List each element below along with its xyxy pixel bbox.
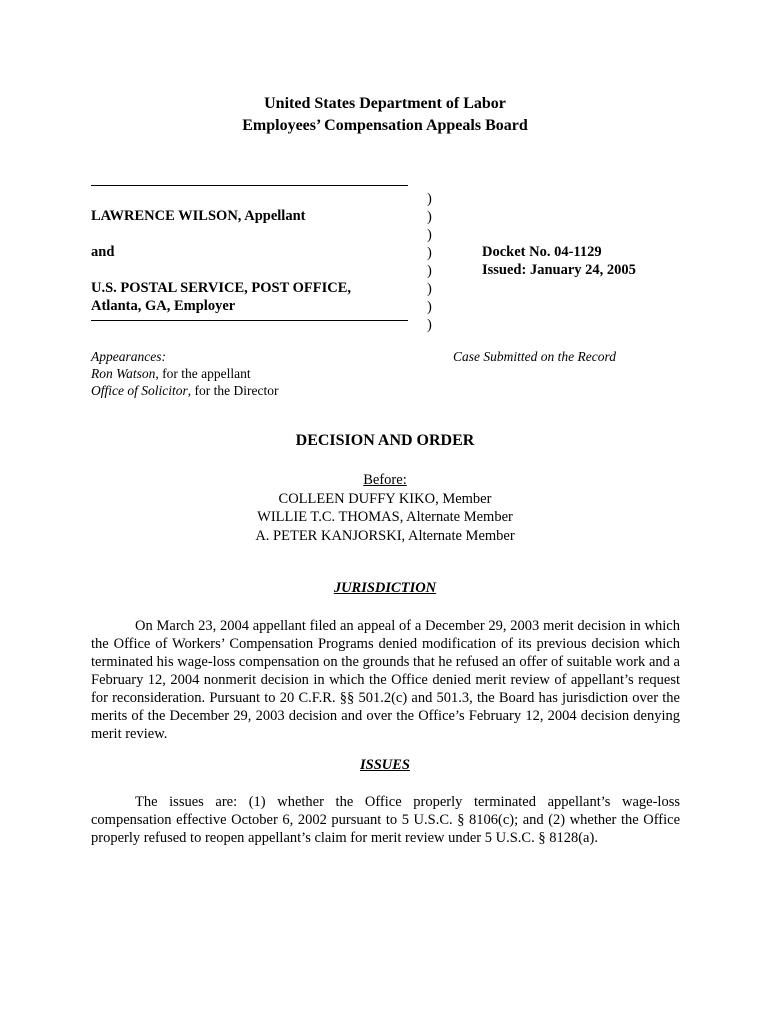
paren: ) bbox=[427, 245, 432, 261]
appellant-rep-role: , for the appellant bbox=[155, 366, 251, 381]
caption-parentheses bbox=[427, 190, 432, 334]
appearances-block bbox=[91, 348, 278, 399]
panel-member: A. PETER KANJORSKI, Alternate Member bbox=[255, 527, 515, 544]
paren: ) bbox=[427, 263, 432, 279]
caption-and: and bbox=[91, 244, 115, 260]
caption-top-rule bbox=[91, 185, 408, 186]
director-rep-name: Office of Solicitor bbox=[91, 383, 188, 398]
director-representative bbox=[91, 382, 278, 399]
agency-name: United States Department of Labor bbox=[264, 95, 506, 112]
case-caption bbox=[91, 185, 408, 321]
issues-paragraph: The issues are: (1) whether the Office properly terminated appellant’s wage-loss compensation effective October 6, 2002 pursuant to 5 U.S.C. § 8106(c); and (2) whether the Office properly refused to reopen appellant’s claim for merit review under 5 U.S.C. § 8128(a). bbox=[91, 794, 680, 846]
panel-member: WILLIE T.C. THOMAS, Alternate Member bbox=[257, 509, 513, 525]
appellant-rep-name: Ron Watson bbox=[91, 366, 156, 381]
employer-line-1: U.S. POSTAL SERVICE, POST OFFICE, bbox=[91, 280, 352, 296]
appellant-representative bbox=[91, 365, 278, 382]
before-label: Before: bbox=[363, 472, 407, 488]
board-name: Employees’ Compensation Appeals Board bbox=[242, 117, 528, 134]
employer-line-2: Atlanta, GA, Employer bbox=[91, 298, 236, 314]
decision-title: DECISION AND ORDER bbox=[295, 432, 475, 449]
paren: ) bbox=[427, 299, 432, 315]
case-submitted-note: Case Submitted on the Record bbox=[453, 349, 616, 364]
jurisdiction-paragraph: On March 23, 2004 appellant filed an appeal of a December 29, 2003 merit decision in which the Office of Workers’ Compensation Programs denied modification of its previous decision which terminated his wage-loss compensation on the grounds that he refused an offer of suitable work and a February 12, 2004 nonmerit decision in which the Office denied merit review of appellant’s request for reconsideration. Pursuant to 20 C.F.R. §§ 501.2(c) and 501.3, the Board has jurisdiction over the merits of the December 29, 2003 decision and over the Office’s February 12, 2004 decision denying merit review. bbox=[91, 618, 680, 742]
paren: ) bbox=[427, 281, 432, 297]
jurisdiction-heading: JURISDICTION bbox=[333, 580, 437, 596]
docket-info bbox=[482, 243, 636, 279]
issued-date: Issued: January 24, 2005 bbox=[482, 262, 636, 278]
document-header bbox=[0, 93, 770, 137]
docket-number: Docket No. 04-1129 bbox=[482, 244, 602, 260]
paren: ) bbox=[427, 317, 432, 333]
paren: ) bbox=[427, 227, 432, 243]
panel-member: COLLEEN DUFFY KIKO, Member bbox=[278, 490, 492, 507]
paren: ) bbox=[427, 209, 432, 225]
appearances-label: Appearances: bbox=[91, 349, 166, 364]
issues-heading: ISSUES bbox=[360, 757, 410, 773]
appellant-name: LAWRENCE WILSON, Appellant bbox=[91, 208, 306, 224]
caption-bottom-rule bbox=[91, 320, 408, 321]
director-rep-role: , for the Director bbox=[187, 383, 279, 398]
paren: ) bbox=[427, 191, 432, 207]
board-panel bbox=[0, 471, 770, 545]
